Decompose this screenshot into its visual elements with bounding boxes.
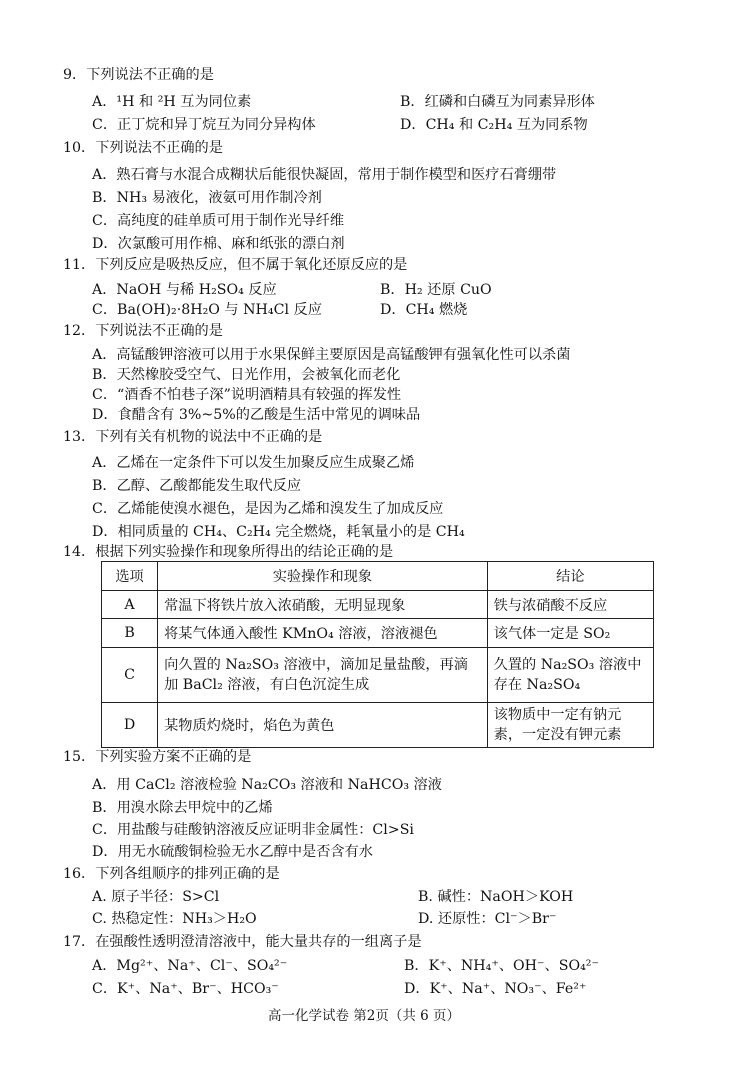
q10-option-b: B．NH₃ 易液化，液氨可用作制冷剂 — [92, 190, 322, 206]
q17-option-a: A．Mg²⁺、Na⁺、Cl⁻、SO₄²⁻ — [92, 958, 288, 974]
q15-option-a: A．用 CaCl₂ 溶液检验 Na₂CO₃ 溶液和 NaHCO₃ 溶液 — [92, 777, 442, 793]
row-b-option: B — [102, 619, 158, 648]
q17-option-b: B．K⁺、NH₄⁺、OH⁻、SO₄²⁻ — [404, 958, 599, 974]
q11-option-d: D．CH₄ 燃烧 — [380, 302, 468, 318]
row-a-option: A — [102, 591, 158, 619]
q10-option-a: A．熟石膏与水混合成糊状后能很快凝固，常用于制作模型和医疗石膏绷带 — [92, 167, 557, 183]
row-b-operation: 将某气体通入酸性 KMnO₄ 溶液，溶液褪色 — [158, 619, 488, 648]
q12-option-c: C．“酒香不怕巷子深”说明酒精具有较强的挥发性 — [92, 387, 402, 403]
q9-option-c: C．正丁烷和异丁烷互为同分异构体 — [92, 117, 316, 133]
q13-option-a: A．乙烯在一定条件下可以发生加聚反应生成聚乙烯 — [92, 455, 415, 471]
table-row — [102, 703, 654, 748]
q10-option-c: C．高纯度的硅单质可用于制作光导纤维 — [92, 213, 345, 229]
table-row — [102, 591, 654, 619]
q12-option-a: A．高锰酸钾溶液可以用于水果保鲜主要原因是高锰酸钾有强氧化性可以杀菌 — [92, 347, 571, 363]
table-row — [102, 619, 654, 648]
row-c-option: C — [102, 648, 158, 703]
q9-option-d: D．CH₄ 和 C₂H₄ 互为同系物 — [400, 117, 588, 133]
q16-option-d: D. 还原性：Cl⁻＞Br⁻ — [418, 911, 557, 927]
q17-option-c: C．K⁺、Na⁺、Br⁻、HCO₃⁻ — [92, 981, 279, 997]
q15-stem: 15．下列实验方案不正确的是 — [63, 749, 252, 765]
q10-option-d: D．次氯酸可用作棉、麻和纸张的漂白剂 — [92, 236, 345, 252]
header-operation: 实验操作和现象 — [158, 562, 488, 591]
q12-option-b: B．天然橡胶受空气、日光作用，会被氧化而老化 — [92, 367, 401, 383]
row-d-conclusion: 该物质中一定有钠元素，一定没有钾元素 — [487, 703, 653, 748]
q13-option-b: B．乙醇、乙酸都能发生取代反应 — [92, 478, 302, 494]
q16-option-a: A. 原子半径：S>Cl — [92, 889, 220, 905]
q9-stem: 9．下列说法不正确的是 — [63, 67, 214, 83]
row-c-operation: 向久置的 Na₂SO₃ 溶液中，滴加足量盐酸，再滴加 BaCl₂ 溶液，有白色沉淀生成 — [158, 648, 488, 703]
q9-option-a: A．¹H 和 ²H 互为同位素 — [92, 94, 252, 110]
q17-option-d: D．K⁺、Na⁺、NO₃⁻、Fe²⁺ — [404, 981, 587, 997]
row-b-conclusion: 该气体一定是 SO₂ — [487, 619, 653, 648]
q13-option-c: C．乙烯能使溴水褪色，是因为乙烯和溴发生了加成反应 — [92, 501, 444, 517]
q15-option-b: B．用溴水除去甲烷中的乙烯 — [92, 800, 273, 816]
row-a-operation: 常温下将铁片放入浓硝酸，无明显现象 — [158, 591, 488, 619]
q12-stem: 12．下列说法不正确的是 — [63, 323, 223, 339]
table-row — [102, 648, 654, 703]
q11-stem: 11．下列反应是吸热反应，但不属于氧化还原反应的是 — [63, 257, 408, 273]
q15-option-c: C．用盐酸与硅酸钠溶液反应证明非金属性：Cl>Si — [92, 822, 414, 838]
q11-option-a: A．NaOH 与稀 H₂SO₄ 反应 — [92, 282, 277, 298]
q16-option-b: B. 碱性：NaOH＞KOH — [418, 889, 574, 905]
q14-stem: 14．根据下列实验操作和现象所得出的结论正确的是 — [63, 544, 394, 560]
q14-table — [101, 561, 654, 748]
q11-option-c: C．Ba(OH)₂·8H₂O 与 NH₄Cl 反应 — [92, 302, 322, 318]
q13-stem: 13．下列有关有机物的说法中不正确的是 — [63, 429, 323, 445]
q9-option-b: B．红磷和白磷互为同素异形体 — [400, 94, 595, 110]
row-d-operation: 某物质灼烧时，焰色为黄色 — [158, 703, 488, 748]
q17-stem: 17．在强酸性透明澄清溶液中，能大量共存的一组离子是 — [63, 934, 422, 950]
q11-option-b: B．H₂ 还原 CuO — [380, 282, 492, 298]
q12-option-d: D．食醋含有 3%~5%的乙酸是生活中常见的调味品 — [92, 407, 421, 423]
q15-option-d: D．用无水硫酸铜检验无水乙醇中是否含有水 — [92, 844, 373, 860]
header-conclusion: 结论 — [487, 562, 653, 591]
q10-stem: 10．下列说法不正确的是 — [63, 140, 223, 156]
header-option: 选项 — [102, 562, 158, 591]
row-c-conclusion: 久置的 Na₂SO₃ 溶液中存在 Na₂SO₄ — [487, 648, 653, 703]
q16-option-c: C. 热稳定性：NH₃＞H₂O — [92, 911, 257, 927]
row-a-conclusion: 铁与浓硝酸不反应 — [487, 591, 653, 619]
page-footer: 高一化学试卷 第2页（共 6 页） — [268, 1008, 461, 1024]
row-d-option: D — [102, 703, 158, 748]
q16-stem: 16．下列各组顺序的排列正确的是 — [63, 866, 280, 882]
q13-option-d: D．相同质量的 CH₄、C₂H₄ 完全燃烧，耗氧量小的是 CH₄ — [92, 524, 465, 540]
table-header-row — [102, 562, 654, 591]
